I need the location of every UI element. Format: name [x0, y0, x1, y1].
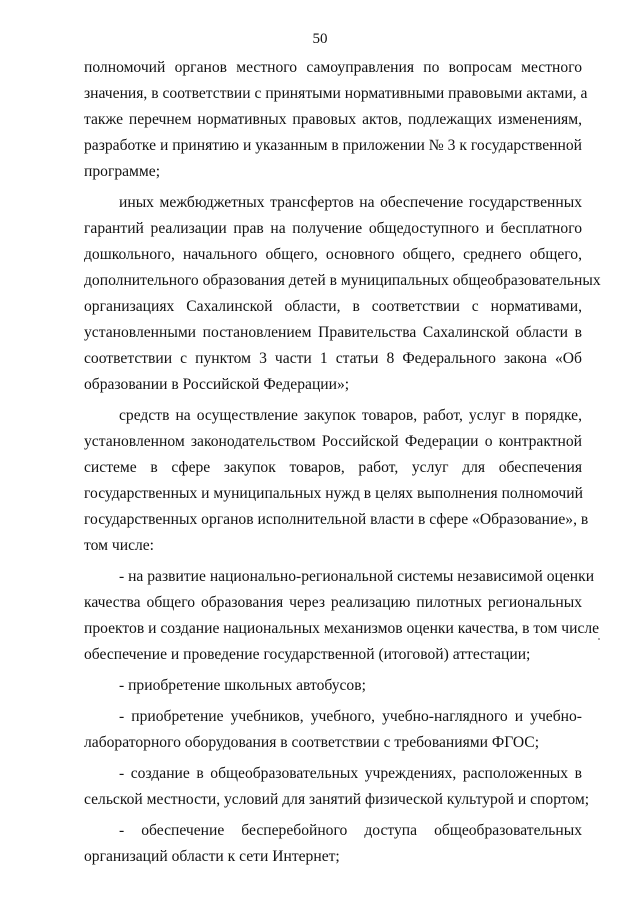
text-line: проектов и создание национальных механизмов оценки качества, в том числе — [84, 620, 600, 637]
text-line: обеспечение и проведение государственной (итоговой) аттестации; — [84, 646, 531, 663]
text-line: значения, в соответствии с принятыми нормативными правовыми актами, а — [84, 85, 588, 102]
text-line: средств на осуществление закупок товаров, работ, услуг в порядке, — [119, 407, 582, 424]
document-body — [84, 55, 601, 870]
scan-speck — [598, 638, 600, 640]
text-line: организаций области к сети Интернет; — [84, 848, 340, 865]
text-line: - приобретение школьных автобусов; — [119, 677, 366, 694]
text-line: том числе: — [84, 537, 155, 554]
text-line: образовании в Российской Федерации»; — [84, 376, 350, 393]
text-line: разработке и принятию и указанным в приложении № 3 к государственной — [84, 137, 582, 154]
text-line: установленными постановлением Правительства Сахалинской области в — [84, 324, 582, 341]
text-line: - создание в общеобразовательных учреждениях, расположенных в — [119, 765, 582, 782]
text-line: лабораторного оборудования в соответствии с требованиями ФГОС; — [84, 734, 540, 751]
text-line: сельской местности, условий для занятий физической культурой и спортом; — [84, 791, 590, 808]
text-line: системе в сфере закупок товаров, работ, услуг для обеспечения — [84, 459, 582, 476]
text-line: государственных органов исполнительной власти в сфере «Образование», в — [84, 511, 589, 528]
text-line: установленном законодательством Российской Федерации о контрактной — [84, 433, 582, 450]
text-line: полномочий органов местного самоуправления по вопросам местного — [84, 59, 582, 76]
text-line: программе; — [84, 163, 161, 180]
text-line: соответствии с пунктом 3 части 1 статьи 8 Федерального закона «Об — [84, 350, 582, 367]
text-line: иных межбюджетных трансфертов на обеспечение государственных — [119, 194, 582, 211]
text-line: дошкольного, начального общего, основного общего, среднего общего, — [84, 246, 582, 263]
text-line: - обеспечение бесперебойного доступа общеобразовательных — [119, 822, 582, 839]
text-line: качества общего образования через реализацию пилотных региональных — [84, 594, 582, 611]
text-line: гарантий реализации прав на получение общедоступного и бесплатного — [84, 220, 582, 237]
text-line: организациях Сахалинской области, в соответствии с нормативами, — [84, 298, 582, 315]
text-line: - на развитие национально-региональной системы независимой оценки — [119, 568, 595, 585]
text-line: - приобретение учебников, учебного, учебно-наглядного и учебно- — [119, 708, 582, 725]
page-number: 50 — [312, 31, 328, 47]
text-line: также перечнем нормативных правовых актов, подлежащих изменениям, — [84, 111, 582, 128]
text-line: дополнительного образования детей в муниципальных общеобразовательных — [84, 272, 601, 289]
text-line: государственных и муниципальных нужд в целях выполнения полномочий — [84, 485, 583, 502]
